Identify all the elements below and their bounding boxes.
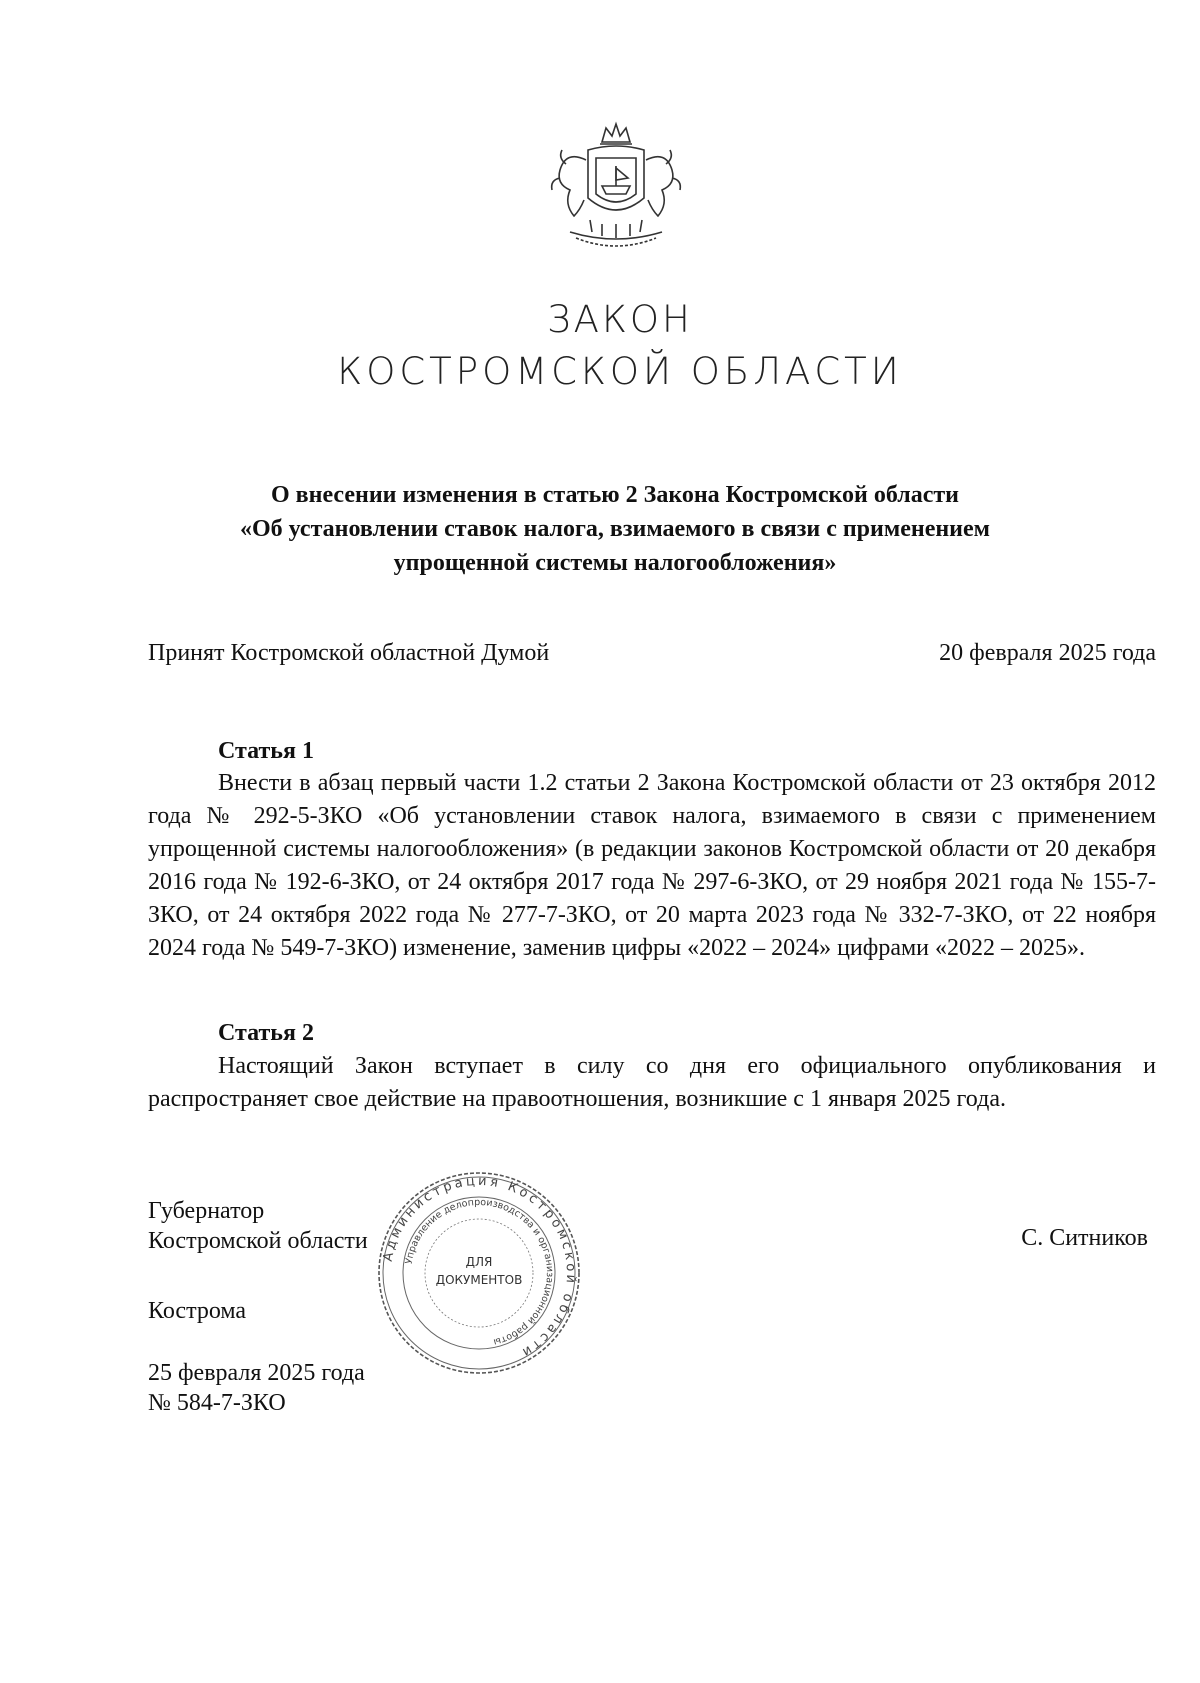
adopted-date: 20 февраля 2025 года <box>939 640 1156 666</box>
position-line: Губернатор <box>148 1198 265 1224</box>
subject-line: «Об установлении ставок налога, взимаемого в связи с применением <box>239 516 990 542</box>
article-2-heading: Статья 2 <box>218 1020 314 1046</box>
governor-position <box>148 1196 368 1256</box>
position-line: Костромской области <box>148 1228 368 1254</box>
coat-of-arms-icon <box>536 120 696 270</box>
article-1-text: Внести в абзац первый части 1.2 статьи 2 Закона Костромской области от 23 октября 2012 года № 292-5-ЗКО «Об установлении ставок налога, взимаемого в связи с применением упрощенной системы налогообложения» (в редакции законов Костромской области от 20 декабря 2016 года № 192-6-ЗКО, от 24 октября 2017 года № 297-6-ЗКО, от 29 ноября 2021 года № 155-7-ЗКО, от 24 октября 2022 года № 277-7-ЗКО, от 20 марта 2023 года № 332-7-ЗКО, от 22 ноября 2024 года № 549-7-ЗКО) изменение, заменив цифры «2022 – 2024» цифрами «2022 – 2025». <box>148 770 1156 961</box>
adopted-by: Принят Костромской областной Думой <box>148 640 550 666</box>
article-2-text: Настоящий Закон вступает в силу со дня его официального опубликования и распространяет свое действие на правоотношения, возникшие с 1 января 2025 года. <box>148 1053 1156 1112</box>
stamp-center-line: ДОКУМЕНТОВ <box>435 1273 523 1287</box>
subject-line: упрощенной системы налогообложения» <box>393 550 837 576</box>
official-stamp <box>374 1168 584 1378</box>
article-1-heading: Статья 1 <box>218 738 314 764</box>
stamp-inner-text: Управление делопроизводства и организационной работы <box>403 1196 556 1348</box>
stamp-center-line: ДЛЯ <box>465 1255 493 1269</box>
region-title: КОСТРОМСКОЙ ОБЛАСТИ <box>337 350 903 393</box>
signer-name: С. Ситников <box>1021 1225 1148 1251</box>
law-number: № 584-7-ЗКО <box>148 1390 286 1416</box>
stamp-outer-text: Администрация Костромской области <box>380 1173 579 1361</box>
city: Кострома <box>148 1298 247 1324</box>
signing-date: 25 февраля 2025 года <box>148 1360 365 1386</box>
law-date-number <box>148 1358 365 1418</box>
subject-line: О внесении изменения в статью 2 Закона Костромской области <box>271 482 959 508</box>
law-title: ЗАКОН <box>547 298 693 341</box>
law-subject <box>150 478 1080 580</box>
